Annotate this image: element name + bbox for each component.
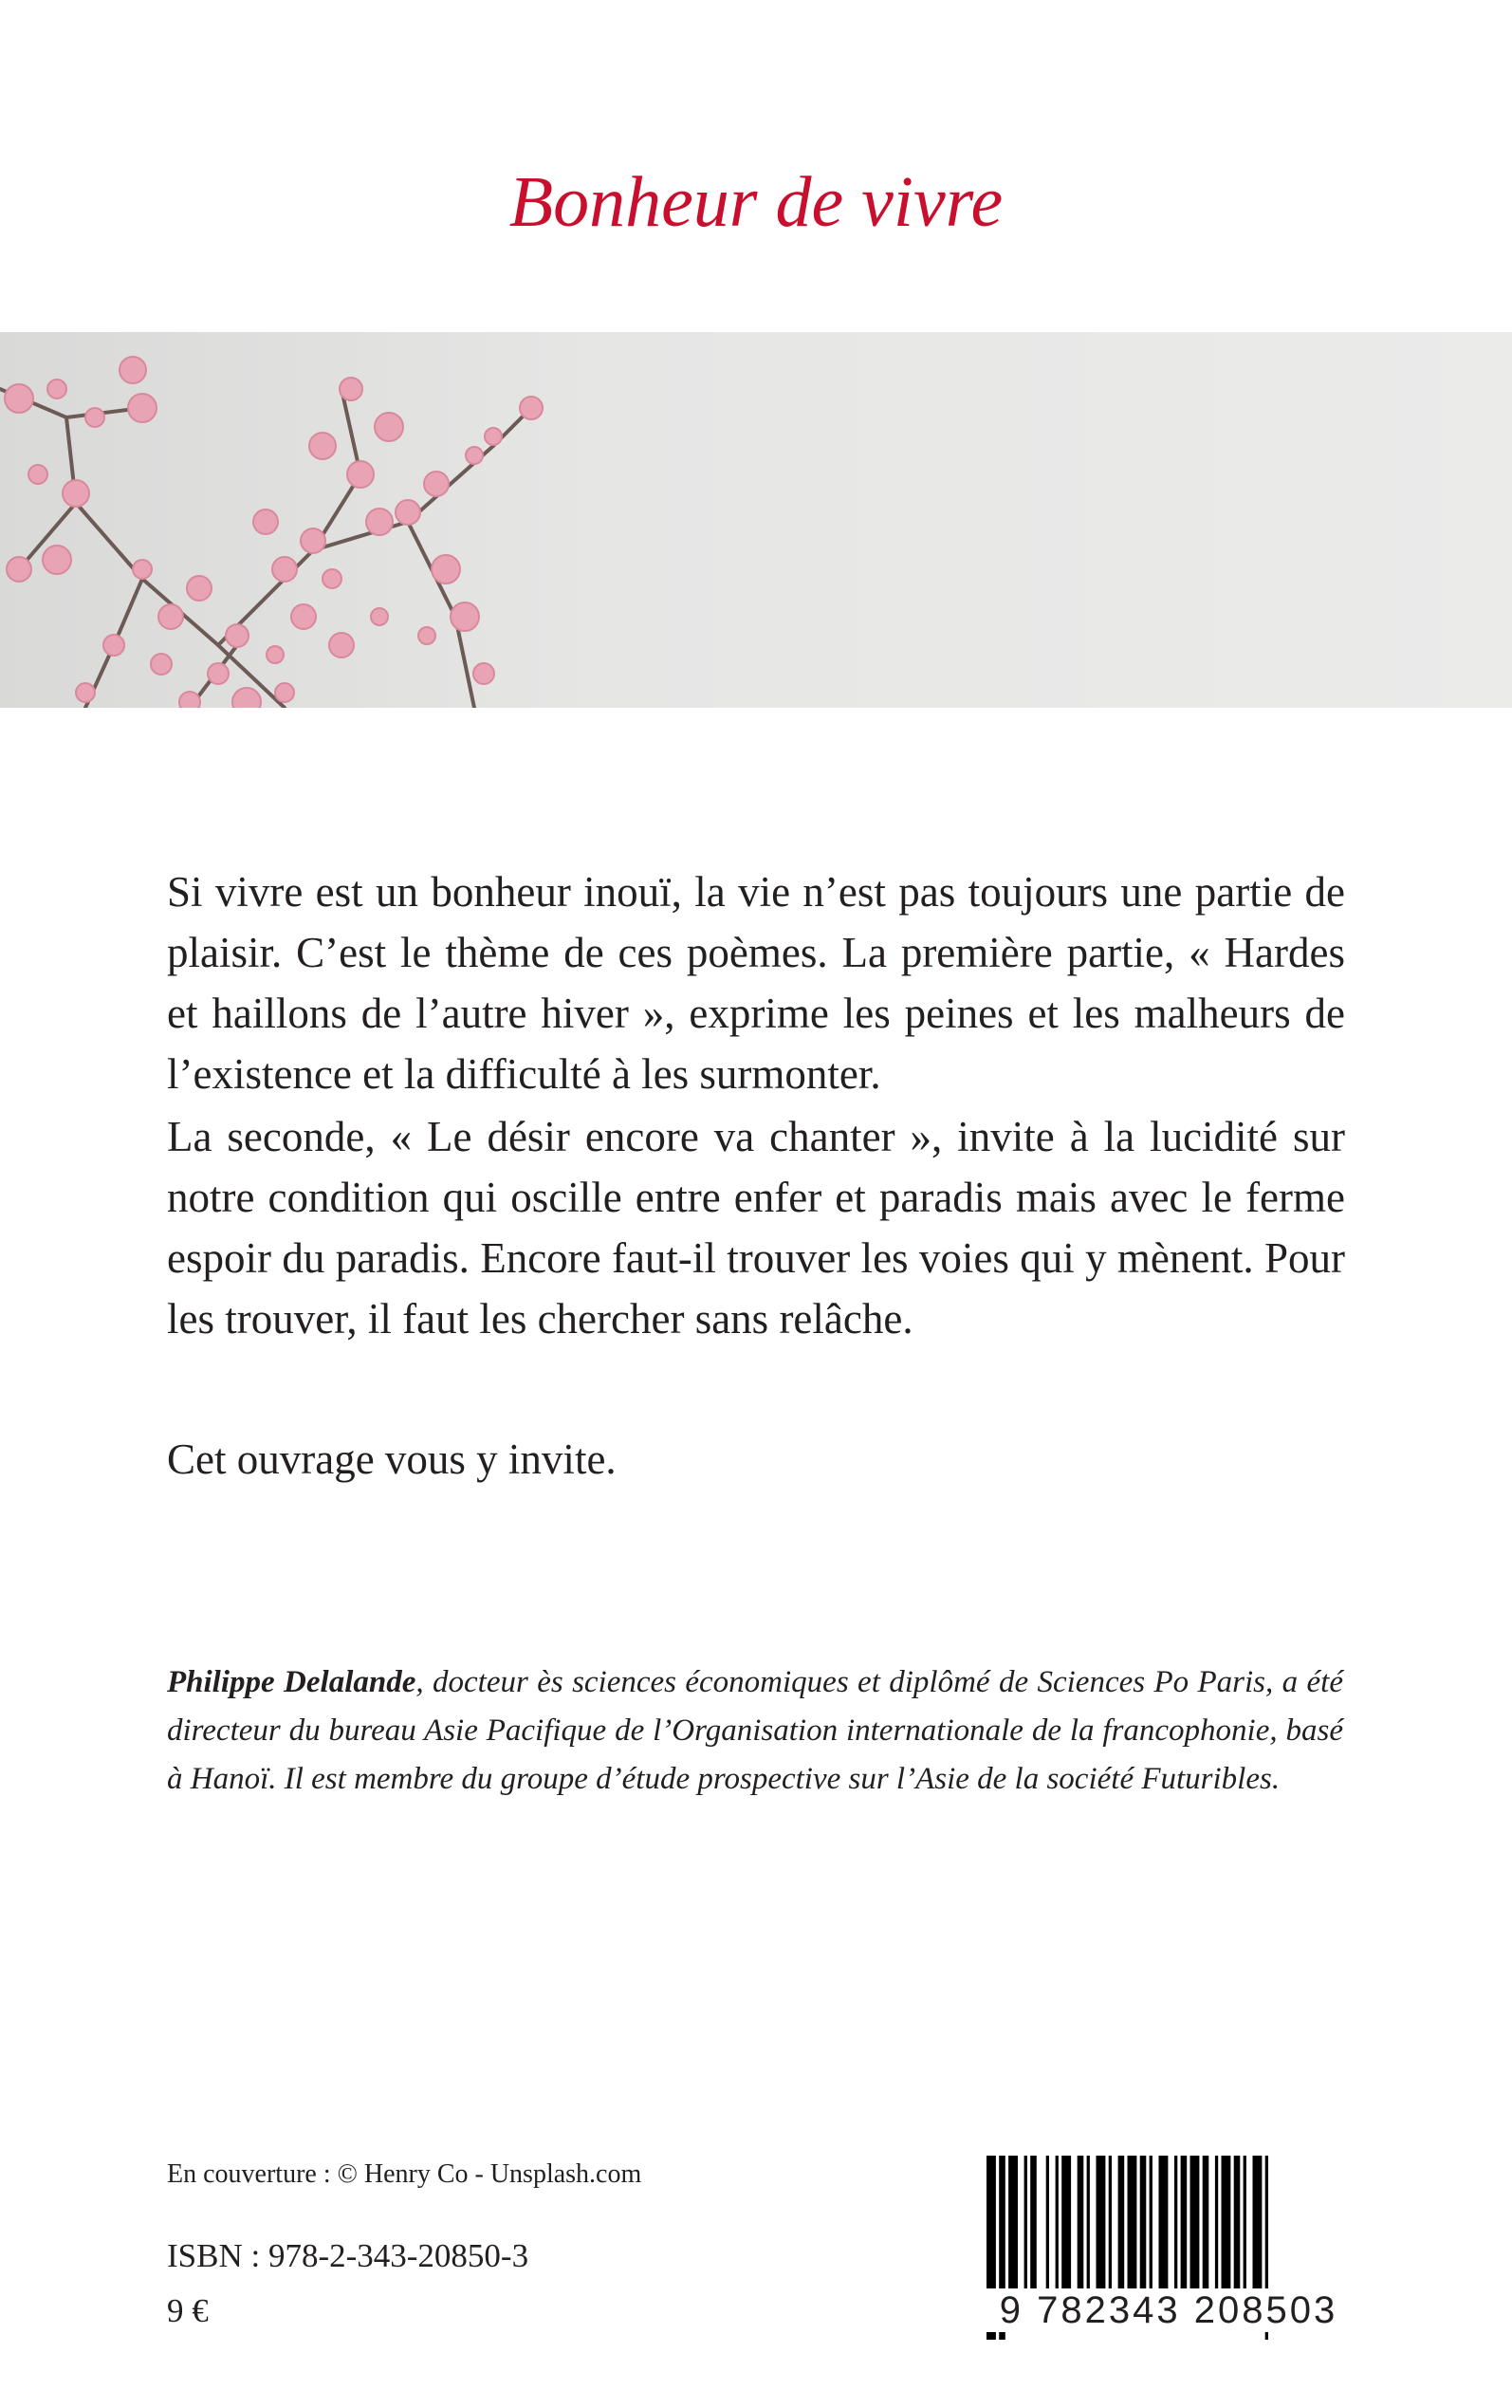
blurb-paragraph-1 bbox=[167, 861, 1345, 1104]
author-bio-text: , docteur ès sciences économiques et diplômé de Sciences Po Paris, a été directeur du bureau Asie Pacifique de l’Organisation internationale de la francophonie, basé à Hanoï. Il est membre du groupe d’étude prospective sur l’Asie de la société Futuribles. bbox=[167, 1665, 1344, 1796]
blossom bbox=[451, 602, 479, 631]
barcode-bar bbox=[1181, 2156, 1188, 2298]
blossom bbox=[291, 604, 316, 629]
blossom bbox=[301, 528, 325, 553]
blossom bbox=[76, 683, 95, 702]
barcode-bar bbox=[1203, 2156, 1209, 2298]
barcode-bar bbox=[1087, 2156, 1090, 2298]
barcode-bar bbox=[1024, 2156, 1027, 2298]
blossom bbox=[208, 663, 229, 684]
blurb-paragraph-2-text: La seconde, « Le désir encore va chanter », invite à la lucidité sur notre condition qui oscille entre enfer et paradis mais avec le ferme espoir du paradis. Encore faut-il trouver les voies qui y mènent. Pour les trouver, il faut les chercher sans relâche. bbox=[167, 1113, 1345, 1343]
book-title: Bonheur de vivre bbox=[508, 162, 1004, 242]
blossom bbox=[28, 465, 47, 484]
barcode-bar bbox=[1253, 2156, 1263, 2298]
barcode-bar bbox=[1190, 2156, 1200, 2298]
blossom bbox=[63, 480, 89, 507]
blossom bbox=[366, 509, 393, 535]
blossom bbox=[128, 394, 157, 422]
blossom bbox=[103, 635, 124, 656]
cover-credit: En couverture : © Henry Co - Unsplash.com bbox=[167, 2159, 642, 2189]
barcode-bar bbox=[1046, 2156, 1049, 2298]
blossom bbox=[158, 604, 183, 629]
blossom bbox=[5, 384, 33, 413]
barcode-bar bbox=[1159, 2156, 1169, 2298]
blossom bbox=[133, 560, 152, 579]
blossom bbox=[329, 633, 354, 658]
blossom bbox=[226, 624, 249, 647]
blossom bbox=[340, 378, 362, 400]
blossom bbox=[466, 447, 483, 464]
barcode-bar bbox=[1078, 2156, 1084, 2298]
blossom bbox=[396, 500, 420, 525]
barcode-bar bbox=[1061, 2156, 1071, 2298]
barcode-bar bbox=[1140, 2156, 1147, 2298]
blossom bbox=[43, 546, 71, 574]
blossom bbox=[179, 692, 200, 708]
author-bio bbox=[167, 1658, 1343, 1804]
blossom bbox=[272, 557, 297, 582]
barcode-bar bbox=[1234, 2156, 1241, 2298]
blossom bbox=[473, 663, 494, 684]
blossom bbox=[151, 654, 172, 675]
isbn: ISBN : 978-2-343-20850-3 bbox=[167, 2237, 529, 2274]
blossom bbox=[323, 569, 341, 588]
blossom bbox=[418, 627, 435, 644]
barcode-bar bbox=[1030, 2156, 1037, 2298]
blossom bbox=[85, 408, 104, 427]
barcode-bar bbox=[1174, 2156, 1177, 2298]
blurb-paragraph-3-text: Cet ouvrage vous y invite. bbox=[167, 1436, 617, 1483]
blossom bbox=[275, 683, 294, 702]
blossom bbox=[432, 555, 460, 583]
blossom bbox=[232, 688, 261, 708]
barcode-bar bbox=[1097, 2156, 1106, 2298]
blossom bbox=[424, 472, 449, 496]
blossom bbox=[267, 646, 284, 663]
barcode-bar bbox=[1056, 2156, 1059, 2298]
barcode-digits: 9 782343 208503 bbox=[986, 2288, 1351, 2332]
barcode-bar bbox=[1118, 2156, 1125, 2298]
barcode-bar bbox=[1008, 2156, 1018, 2298]
blossom bbox=[120, 357, 146, 383]
barcode-bar bbox=[1244, 2156, 1246, 2298]
blossom bbox=[375, 413, 403, 441]
blurb-paragraph-2 bbox=[167, 1106, 1345, 1349]
blossom bbox=[347, 461, 374, 488]
barcode-bar bbox=[1222, 2156, 1231, 2298]
barcode-bar bbox=[1109, 2156, 1112, 2298]
blurb-paragraph-3 bbox=[167, 1429, 1345, 1490]
cherry-blossom-illustration bbox=[0, 332, 1512, 708]
barcode-bar bbox=[1215, 2156, 1218, 2298]
author-name: Philippe Delalande bbox=[167, 1665, 416, 1699]
blossom bbox=[485, 428, 502, 445]
blossom bbox=[7, 557, 31, 582]
cherry-blossom-image bbox=[0, 332, 1512, 708]
blossom bbox=[371, 608, 388, 625]
barcode-bar bbox=[1128, 2156, 1137, 2298]
blossom bbox=[520, 397, 543, 419]
blossom bbox=[253, 509, 278, 534]
blurb-paragraph-1-text: Si vivre est un bonheur inouï, la vie n’est pas toujours une partie de plaisir. C’est le thème de ces poèmes. La première partie, « Hardes et haillons de l’autre hiver », exprime les peines et les malheurs de l’existence et la difficulté à les surmonter. bbox=[167, 868, 1345, 1098]
blossom bbox=[309, 433, 336, 459]
blossom bbox=[47, 380, 66, 398]
price: 9 € bbox=[167, 2292, 209, 2329]
blossom bbox=[187, 576, 212, 601]
barcode-bar bbox=[1150, 2156, 1152, 2298]
